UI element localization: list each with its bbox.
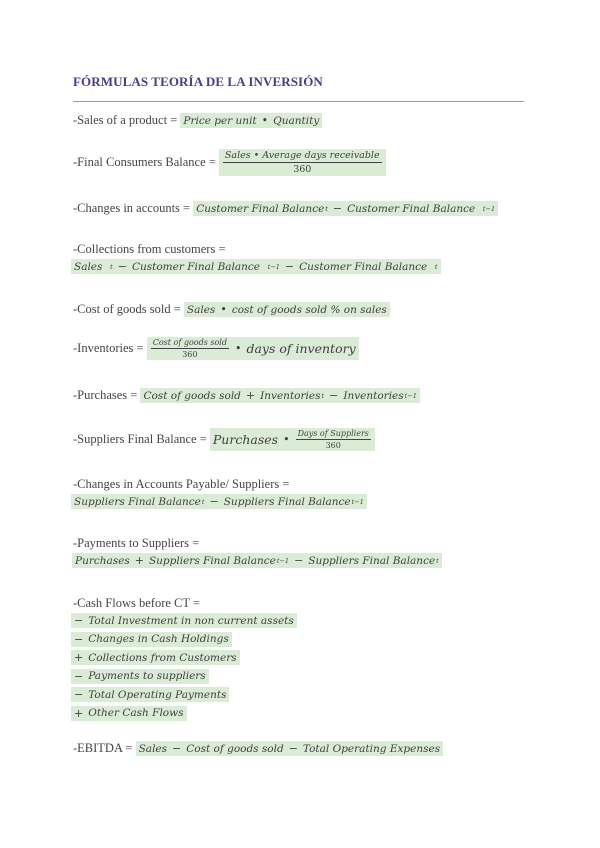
- term: Total Investment in non current assets: [88, 614, 294, 627]
- term: Changes in Cash Holdings: [88, 633, 229, 645]
- formula-label: -Purchases =: [73, 388, 138, 402]
- numerator: Days of Suppliers: [297, 429, 369, 438]
- term: Suppliers Final Balance: [74, 495, 201, 508]
- denominator: 360: [182, 350, 198, 359]
- subscript: t: [325, 204, 328, 213]
- operator: −: [74, 614, 84, 627]
- formula-label: -Changes in Accounts Payable/ Suppliers =: [73, 477, 290, 491]
- formula-expression: [71, 259, 441, 274]
- term: Sales: [74, 260, 103, 273]
- term: Cost of goods sold: [143, 389, 241, 402]
- formula-ebitda: [73, 741, 443, 756]
- formula-label: -EBITDA =: [73, 741, 133, 755]
- operator: −: [209, 495, 219, 508]
- subscript: t: [436, 556, 439, 565]
- numerator: Cost of goods sold: [152, 338, 227, 347]
- term: Payments to suppliers: [88, 670, 206, 682]
- formula-cogs: [73, 302, 390, 317]
- operator: −: [284, 260, 295, 273]
- formula-label: -Suppliers Final Balance =: [73, 432, 207, 446]
- formula-changes-accounts: [73, 201, 498, 216]
- fraction: [296, 429, 371, 450]
- cash-flow-item: [71, 632, 232, 647]
- denominator: 360: [293, 164, 312, 175]
- operator: +: [74, 651, 84, 664]
- subscript: t: [434, 262, 438, 271]
- subscript: t−1: [267, 262, 280, 271]
- operator: −: [117, 260, 127, 273]
- formula-label: -Final Consumers Balance =: [73, 155, 216, 169]
- term: Quantity: [273, 114, 320, 127]
- operator: −: [172, 742, 182, 755]
- formula-changes-payable: [73, 477, 367, 509]
- formula-label: -Changes in accounts =: [73, 201, 191, 215]
- operator: •: [261, 114, 269, 127]
- subscript: t: [321, 391, 325, 400]
- formula-expression: [147, 337, 359, 360]
- operator: −: [329, 389, 339, 402]
- formula-expression: [136, 741, 444, 756]
- operator: −: [288, 742, 298, 755]
- cash-flow-item: [71, 687, 229, 702]
- operator: −: [74, 688, 84, 701]
- operator: −: [74, 632, 84, 646]
- term: Sales: [138, 742, 168, 755]
- term: Total Operating Expenses: [302, 742, 441, 755]
- formula-expression: [219, 149, 386, 176]
- term: Customer Final Balance: [299, 260, 428, 273]
- term: Suppliers Final Balance: [223, 495, 351, 508]
- formula-purchases: [73, 388, 420, 403]
- subscript: t: [110, 262, 113, 271]
- operator: •: [234, 342, 242, 355]
- term: Collections from Customers: [88, 651, 237, 664]
- formula-label: -Collections from customers =: [73, 242, 226, 256]
- operator: +: [74, 706, 84, 720]
- cash-flow-item: [71, 650, 240, 665]
- denominator: 360: [325, 441, 341, 450]
- formula-expression: [184, 302, 390, 317]
- operator: +: [245, 389, 256, 402]
- operator: −: [294, 554, 304, 567]
- term: days of inventory: [246, 341, 356, 356]
- operator: •: [283, 433, 290, 446]
- subscript: t−1: [276, 556, 290, 565]
- cash-flow-item: [71, 669, 209, 684]
- formula-sales: [73, 113, 322, 128]
- formula-final-consumers: [73, 149, 386, 176]
- formula-label: -Cash Flows before CT =: [73, 596, 200, 610]
- operator: −: [332, 202, 343, 215]
- formula-expression: [140, 388, 419, 403]
- subscript: t−1: [404, 391, 417, 400]
- term: Purchases: [75, 554, 130, 567]
- subscript: t: [201, 497, 205, 506]
- term: Customer Final Balance: [196, 202, 325, 215]
- fraction: [151, 338, 229, 359]
- cash-flow-item: [71, 706, 187, 721]
- cash-flow-list: [71, 613, 297, 724]
- term: Price per unit: [183, 114, 257, 127]
- formula-label: -Sales of a product =: [73, 113, 178, 127]
- operator: •: [220, 303, 227, 316]
- term: Other Cash Flows: [88, 707, 184, 719]
- subscript: t−1: [482, 204, 496, 213]
- term: Sales: [186, 303, 216, 316]
- formula-label: -Inventories =: [73, 341, 144, 355]
- numerator: Sales • Average days receivable: [224, 150, 380, 161]
- formula-payments: [73, 536, 442, 568]
- term: Customer Final Balance: [131, 260, 261, 273]
- term: cost of goods sold % on sales: [231, 303, 387, 316]
- term: Suppliers Final Balance: [308, 554, 436, 567]
- term: Inventories: [343, 389, 404, 402]
- formula-label: -Cost of goods sold =: [73, 302, 181, 316]
- cash-flow-item: [71, 613, 297, 628]
- operator: +: [134, 554, 144, 567]
- formula-cash-flows: [73, 596, 297, 724]
- formula-suppliers-final: [73, 428, 375, 451]
- title-divider: [73, 101, 524, 102]
- formula-expression: [72, 553, 442, 568]
- term: Cost of goods sold: [186, 742, 284, 755]
- formula-expression: [193, 201, 498, 216]
- fraction: [223, 150, 382, 175]
- term: Inventories: [260, 389, 321, 402]
- formula-label: -Payments to Suppliers =: [73, 536, 200, 550]
- formula-collections: [73, 242, 441, 274]
- page-title: FÓRMULAS TEORÍA DE LA INVERSIÓN: [73, 74, 323, 89]
- term: Customer Final Balance: [347, 202, 476, 215]
- formula-inventories: [73, 337, 359, 360]
- formula-expression: [180, 113, 322, 128]
- operator: −: [74, 669, 84, 683]
- formula-expression: [71, 494, 367, 509]
- term: Purchases: [212, 432, 279, 447]
- term: Total Operating Payments: [88, 688, 227, 701]
- subscript: t−1: [351, 497, 364, 506]
- term: Suppliers Final Balance: [148, 554, 276, 567]
- formula-expression: [210, 428, 375, 451]
